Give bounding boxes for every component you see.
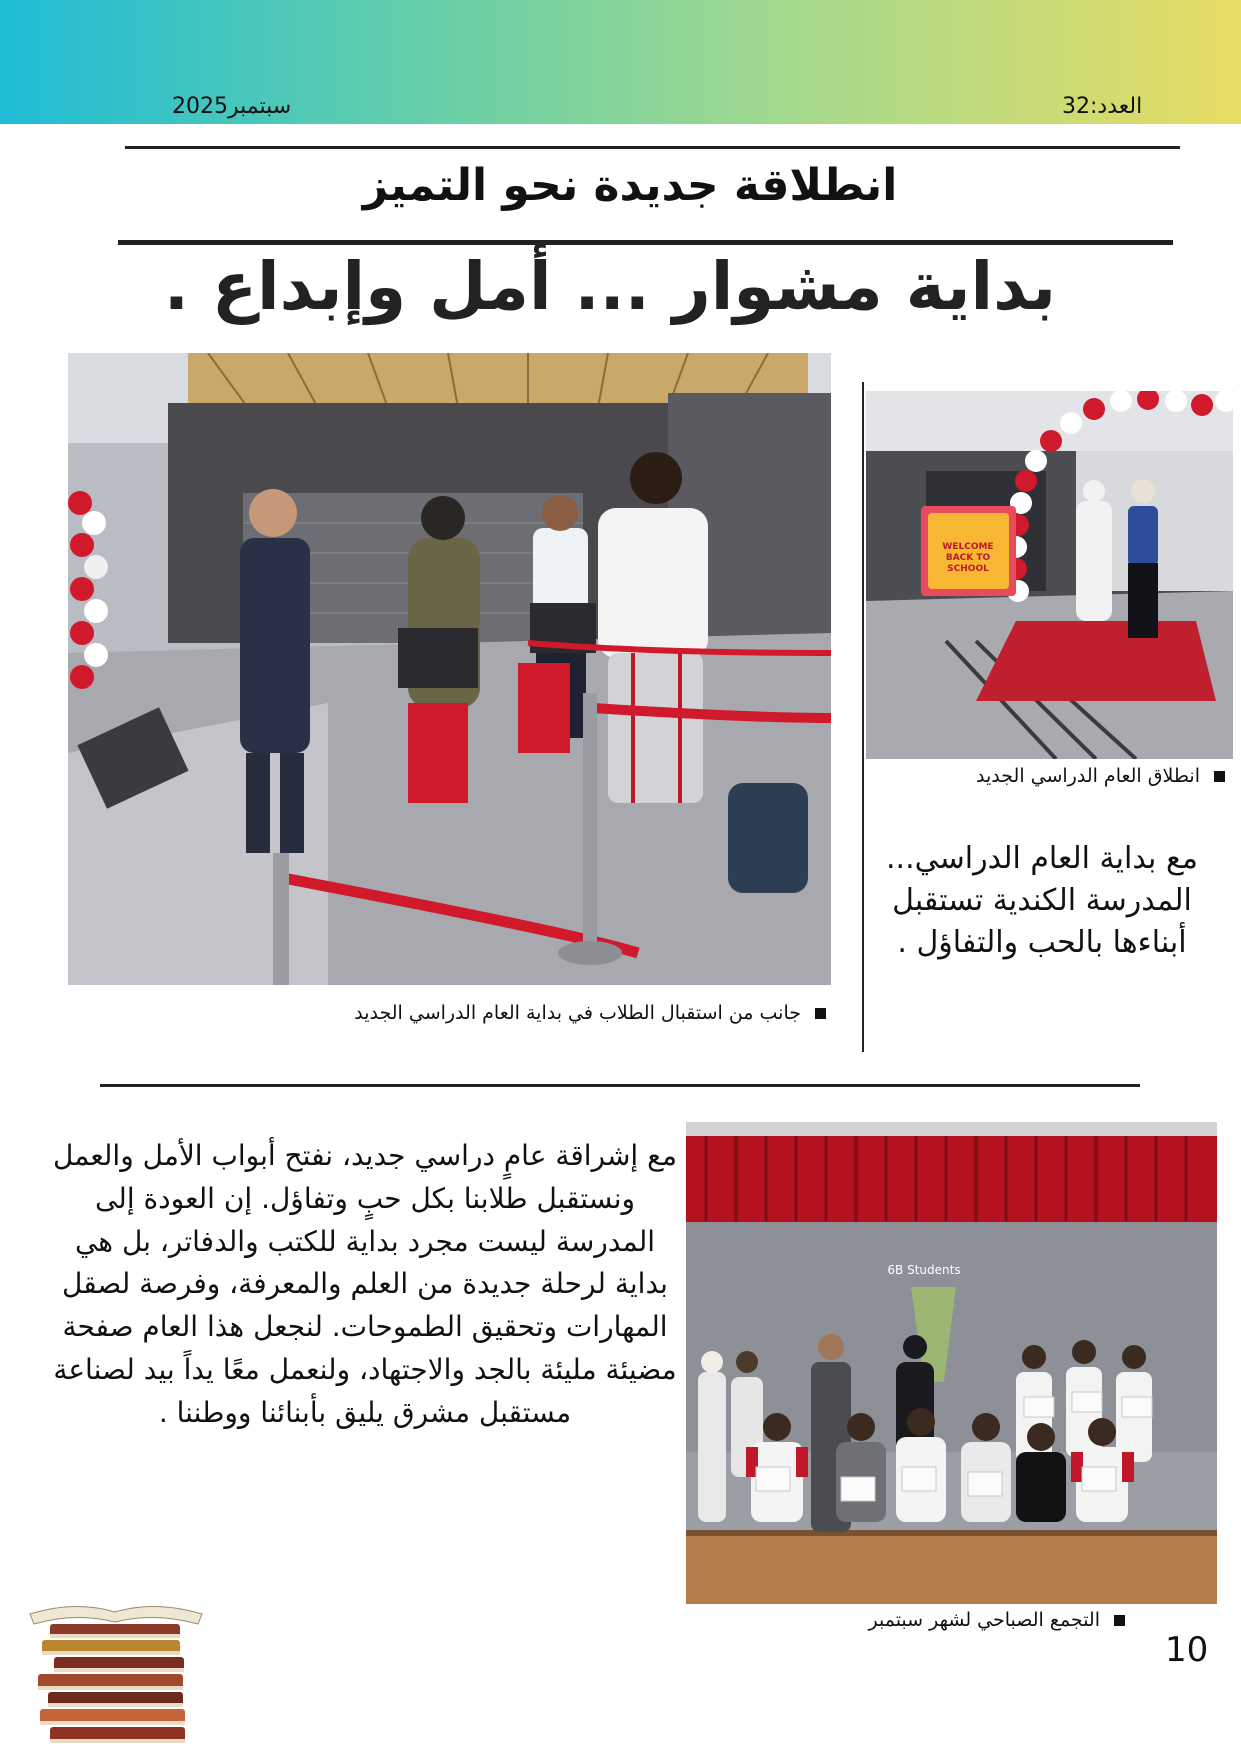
kicker-rule [118,240,1173,245]
kicker-headline: انطلاقة جديدة نحو التميز [362,160,898,211]
assembly-photo [686,1122,1217,1604]
welcome-caption [976,765,1225,787]
issue-number: العدد:32 [1062,94,1143,119]
welcome-photo-illustration [866,391,1233,759]
stacked-books-icon [20,1598,205,1755]
black-square-icon [815,1008,826,1019]
welcome-caption-text: انطلاق العام الدراسي الجديد [976,765,1200,787]
body-paragraph: مع إشراقة عامٍ دراسي جديد، نفتح أبواب الأمل والعمل ونستقبل طلابنا بكل حبٍ وتفاؤل. إن العودة إلى المدرسة ليست مجرد بداية للكتب والدفاتر، بل هي بداية لرحلة جديدة من العلم والمعرفة، وفرصة لصقل المهارات وتحقيق الطموحات. لنجعل هذا العام صفحة مضيئة مليئة بالجد والاجتهاد، ولنعمل معًا يداً بيد لصناعة مستقبل مشرق يليق بأبنائنا ووطننا . [53,1139,677,1429]
top-rule [125,146,1180,149]
black-square-icon [1214,771,1225,782]
assembly-caption-text: التجمع الصباحي لشهر سبتمبر [868,1609,1100,1631]
assembly-photo-illustration [686,1122,1217,1604]
assembly-caption [869,1609,1126,1631]
assembly-banner-text: 6B Students [887,1263,961,1277]
reception-photo-illustration [68,353,831,985]
welcome-sign-text: WELCOME BACK TO SCHOOL [942,542,994,574]
reception-caption [354,1002,826,1024]
welcome-photo [866,391,1233,759]
reception-caption-text: جانب من استقبال الطلاب في بداية العام الدراسي الجديد [354,1002,801,1024]
page-number: 10 [1165,1630,1209,1670]
issue-date: سبتمبر2025 [172,94,292,119]
reception-photo [68,353,831,985]
section-divider [100,1084,1140,1087]
side-paragraph: مع بداية العام الدراسي... المدرسة الكندية تستقبل أبناءها بالحب والتفاؤل . [886,841,1198,960]
black-square-icon [1114,1615,1125,1626]
stacked-books-illustration [20,1598,205,1755]
page-title: بداية مشوار ... أمل وإبداع . [163,248,1057,325]
